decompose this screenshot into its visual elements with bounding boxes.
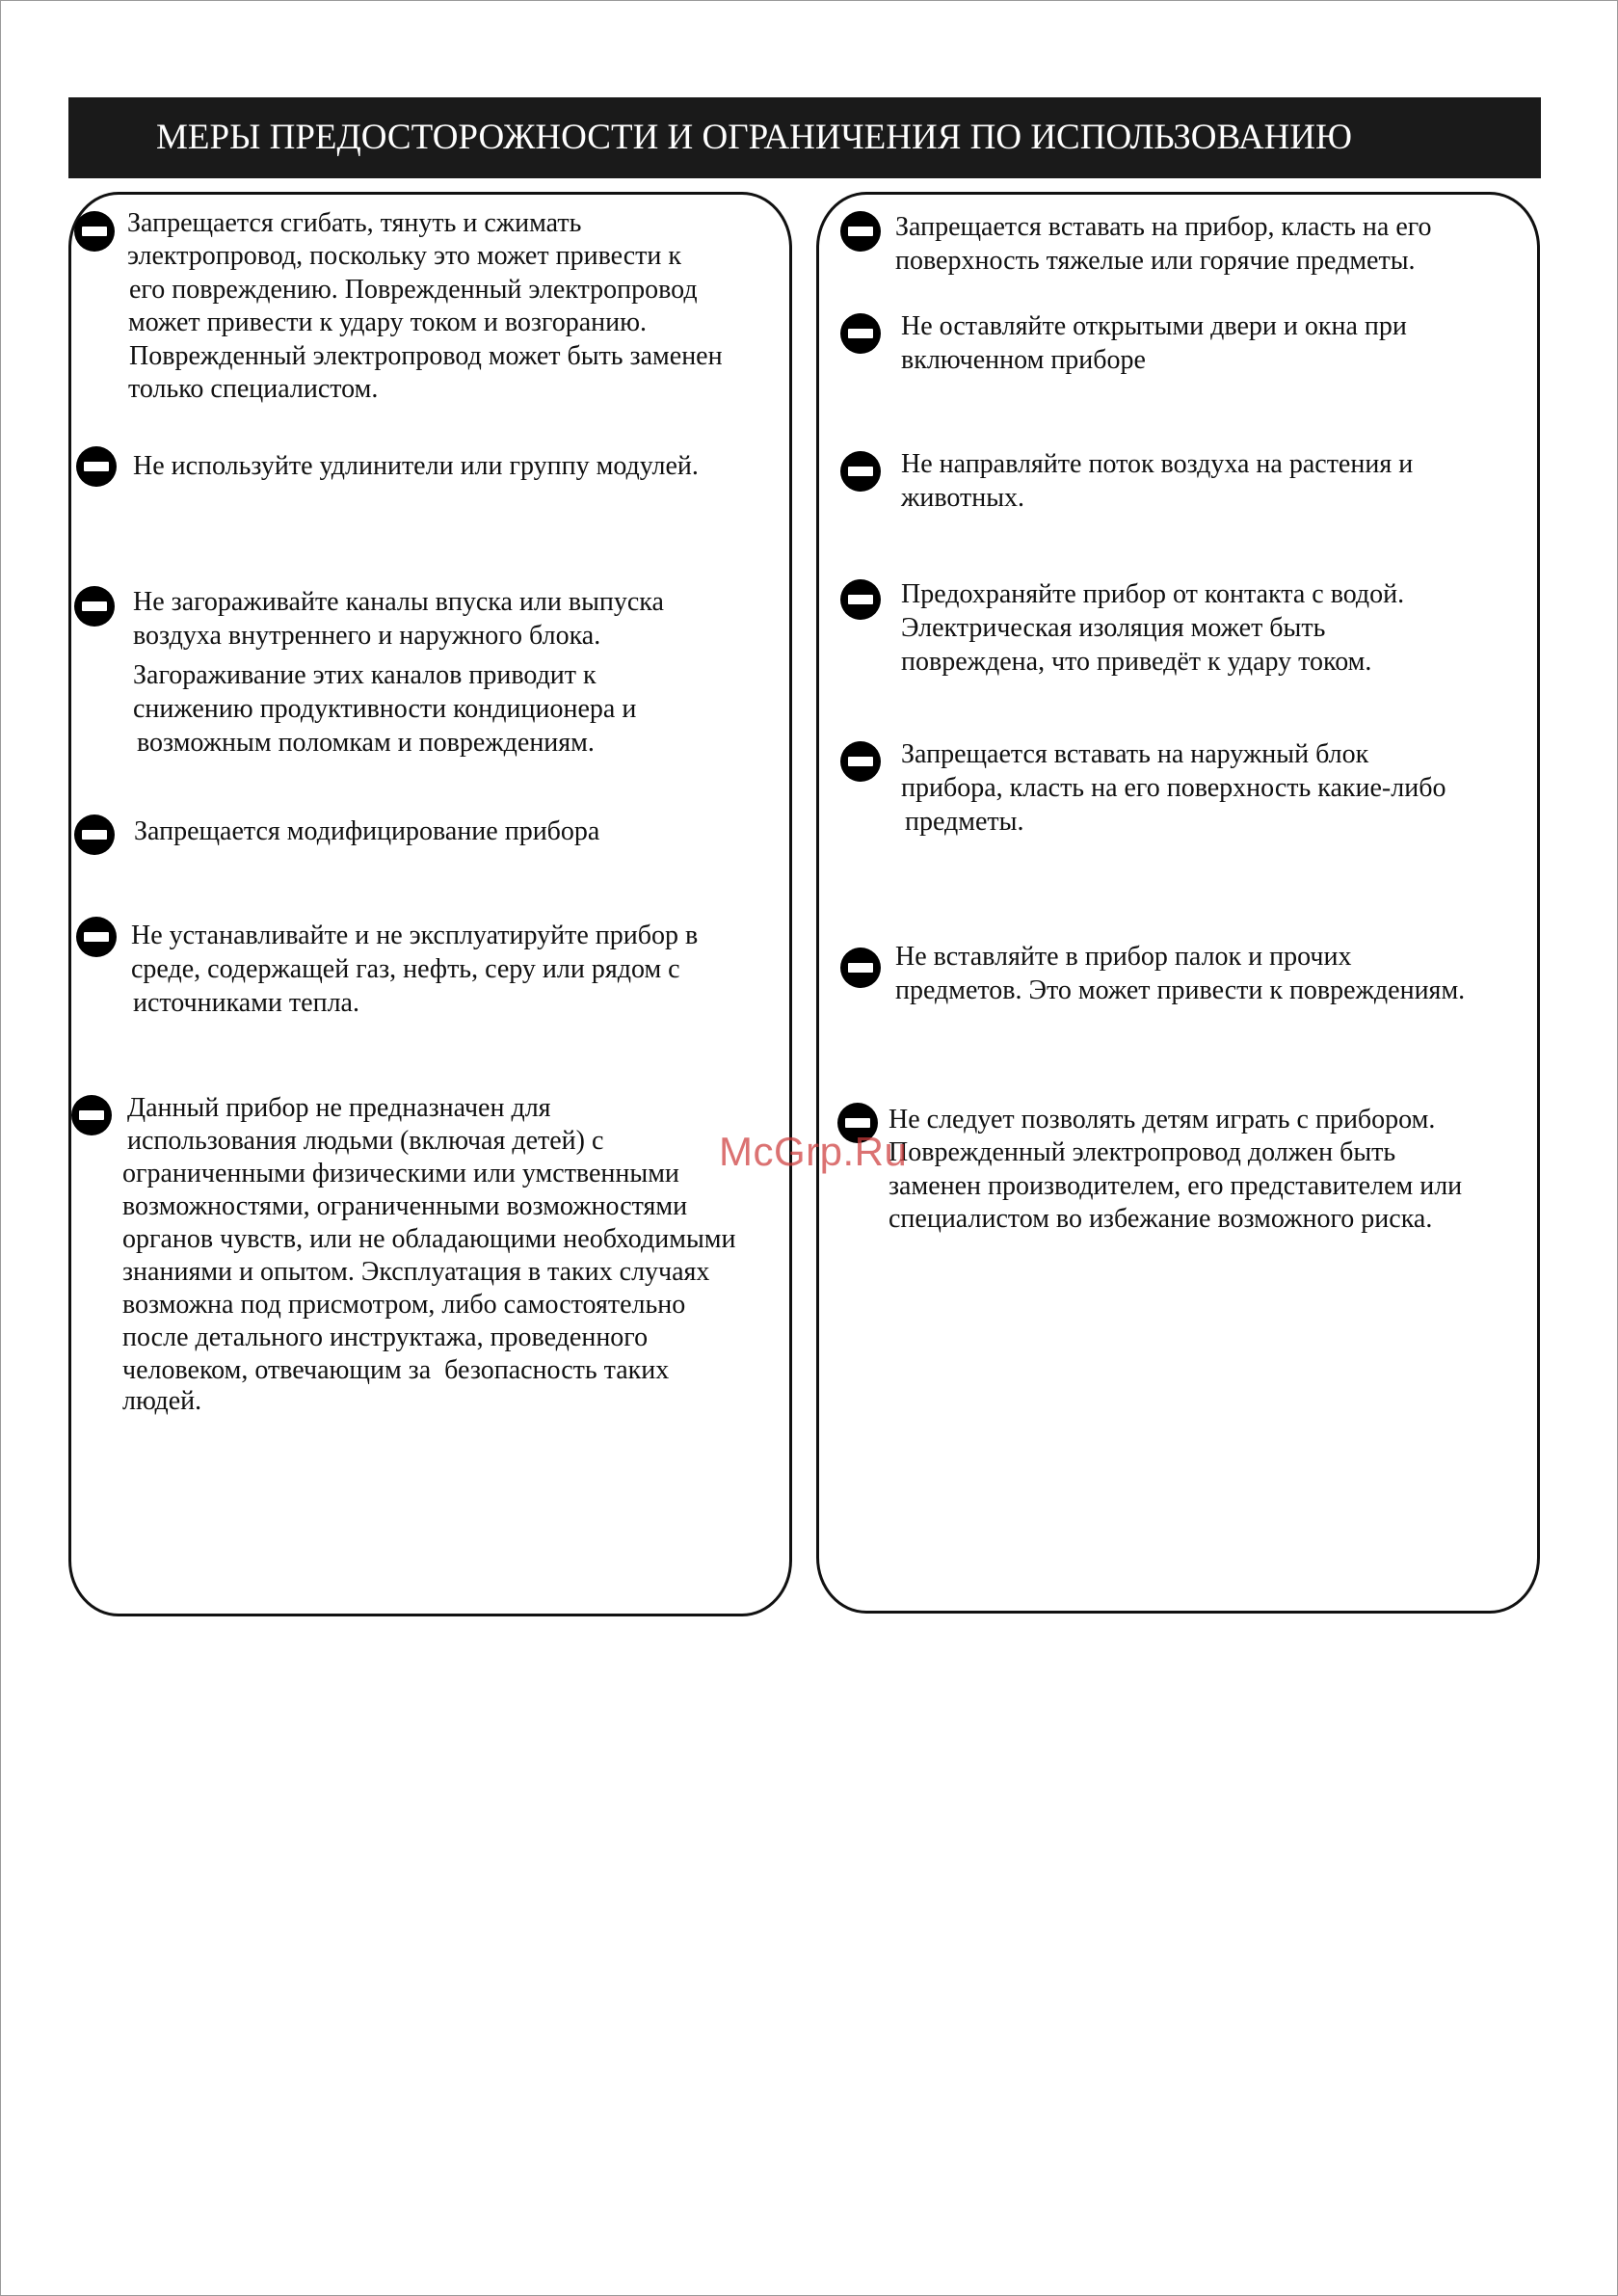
text-line: Не следует позволять детям играть с прибором. [889,1105,1436,1135]
prohibition-icon [840,313,881,354]
prohibition-icon [76,917,117,957]
warning-text [133,585,664,653]
text-line: возможна под присмотром, либо самостоятельно [122,1290,686,1320]
warning-text [122,1092,735,1416]
text-line: после детального инструктажа, проведенного [122,1322,649,1352]
text-line: воздуха внутреннего и наружного блока. [133,621,601,651]
text-line: возможным поломкам и повреждениям. [137,728,595,758]
prohibition-icon [840,579,881,620]
prohibition-icon [74,586,115,627]
prohibition-icon [840,451,881,492]
text-line: предметы. [905,807,1024,837]
right-warnings-panel [816,192,1540,1614]
text-line: Электрическая изоляция может быть [901,613,1326,643]
text-line: Поврежденный электропровод может быть заменен [129,340,723,371]
text-line: повреждена, что приведёт к удару током. [901,647,1372,677]
text-line: Не оставляйте открытыми двери и окна при [901,311,1407,341]
section-header [68,97,1541,178]
prohibition-icon [840,948,881,988]
warning-text-continued [133,658,636,760]
warning-text [901,447,1413,515]
text-line: знаниями и опытом. Эксплуатация в таких случаях [122,1257,710,1287]
prohibition-icon [74,211,115,252]
warning-text [901,737,1446,839]
text-line: животных. [901,483,1025,513]
text-line: может привести к удару током и возгоранию. [128,307,648,338]
text-line: Не используйте удлинители или группу модулей. [133,451,699,481]
text-line: поверхность тяжелые или горячие предметы. [895,246,1416,276]
text-line: людей. [122,1386,202,1416]
warning-text [134,815,599,848]
text-line: Не направляйте поток воздуха на растения и [901,449,1414,479]
prohibition-icon [840,211,881,252]
prohibition-icon [71,1095,112,1135]
text-line: прибора, класть на его поверхность какие-либо [901,773,1446,803]
section-title: МЕРЫ ПРЕДОСТОРОЖНОСТИ И ОГРАНИЧЕНИЯ ПО ИСПОЛЬЗОВАНИЮ [156,118,1353,157]
warning-text [889,1104,1462,1237]
text-line: Поврежденный электропровод должен быть [889,1137,1396,1168]
text-line: ограниченными физическими или умственными [122,1159,679,1188]
text-line: Запрещается вставать на наружный блок [901,739,1369,769]
text-line: заменен производителем, его представителем или [889,1170,1463,1201]
text-line: источниками тепла. [133,988,359,1018]
warning-text [895,210,1432,278]
text-line: специалистом во избежание возможного риска. [889,1204,1433,1235]
text-line: человеком, отвечающим за безопасность таких [122,1355,670,1385]
prohibition-icon [74,814,115,855]
text-line: Не устанавливайте и не эксплуатируйте прибор в [131,921,699,950]
watermark: McGrp.Ru [719,1129,908,1174]
text-line: его повреждению. Поврежденный электропровод [129,274,698,305]
text-line: Не вставляйте в прибор палок и прочих [895,942,1352,972]
text-line: среде, содержащей газ, нефть, серу или рядом с [131,954,680,984]
text-line: включенном приборе [901,345,1146,375]
text-line: Не загораживайте каналы впуска или выпуска [133,587,664,617]
text-line: только специалистом. [128,373,379,404]
prohibition-icon [76,446,117,487]
text-line: Загораживание этих каналов приводит к [133,660,597,690]
warning-text [901,309,1407,377]
text-line: возможностями, ограниченными возможностями [122,1191,688,1221]
text-line: Предохраняйте прибор от контакта с водой. [901,579,1405,609]
text-line: предметов. Это может привести к повреждениям. [895,975,1466,1005]
text-line: Запрещается модифицирование прибора [134,816,600,846]
text-line: электропровод, поскольку это может привести к [127,241,681,272]
text-line: использования людьми (включая детей) с [127,1126,604,1156]
warning-text [895,940,1465,1007]
warning-text [127,207,723,406]
warning-text [901,577,1404,679]
text-line: снижению продуктивности кондиционера и [133,694,637,724]
warning-text [131,919,698,1020]
text-line: Запрещается вставать на прибор, класть на его [895,212,1432,242]
text-line: органов чувств, или не обладающими необходимыми [122,1224,736,1254]
text-line: Запрещается сгибать, тянуть и сжимать [127,208,582,238]
warning-text [133,450,699,483]
prohibition-icon [840,741,881,782]
text-line: Данный прибор не предназначен для [127,1093,551,1123]
